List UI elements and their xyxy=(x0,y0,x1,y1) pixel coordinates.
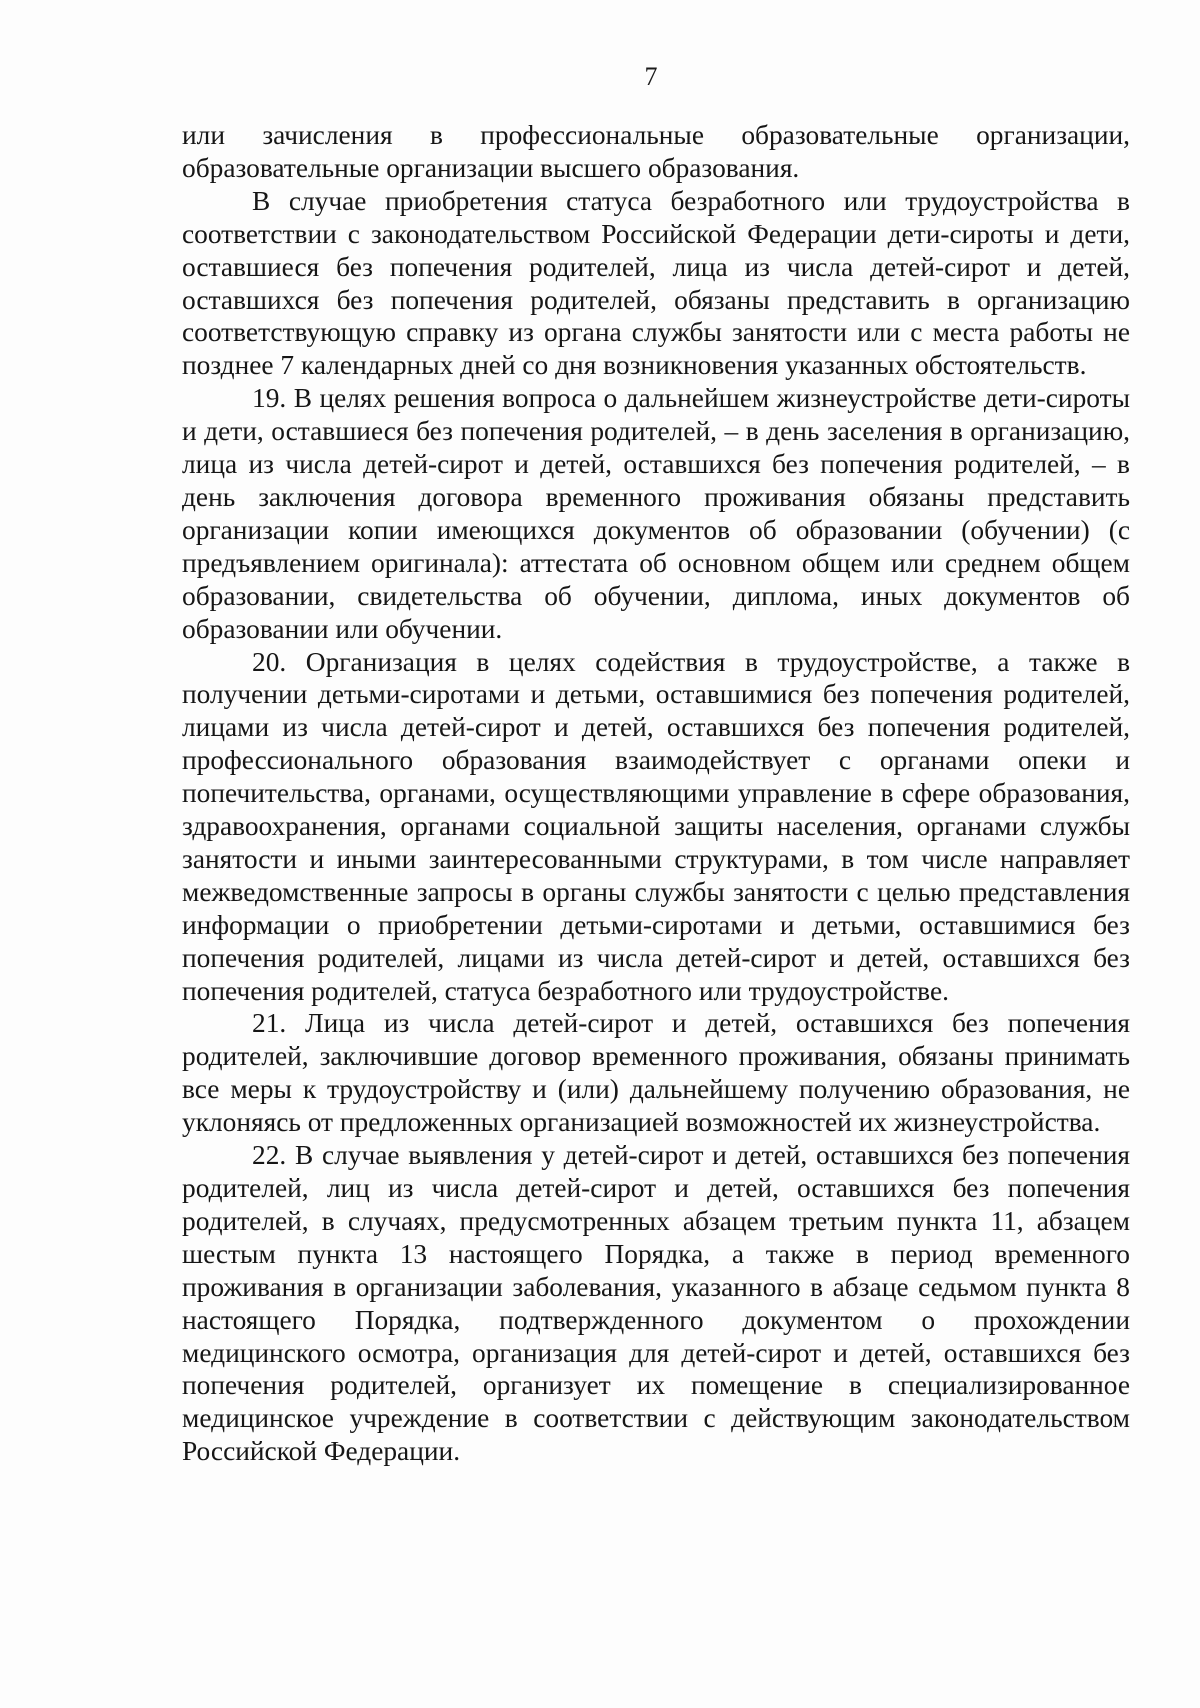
paragraph-unemployment-status: В случае приобретения статуса безработного или трудоустройства в соответствии с законодательством Российской Федерации дети-сироты и дети, оставшиеся без попечения родителей, лица из числа детей-сирот и детей, оставшихся без попечения родителей, обязаны представить в организацию соответствующую справку из органа службы занятости или с места работы не позднее 7 календарных дней со дня возникновения указанных обстоятельств. xyxy=(182,185,1130,381)
page-number: 7 xyxy=(644,62,658,91)
paragraph-item-22: 22. В случае выявления у детей-сирот и детей, оставшихся без попечения родителей, лиц из числа детей-сирот и детей, оставшихся без попечения родителей, в случаях, предусмотренных абзацем третьим пункта 11, абзацем шестым пункта 13 настоящего Порядка, а также в период временного проживания в организации заболевания, указанного в абзаце седьмом пункта 8 настоящего Порядка, подтвержденного документом о прохождении медицинского осмотра, организация для детей-сирот и детей, оставшихся без попечения родителей, организует их помещение в специализированное медицинское учреждение в соответствии с действующим законодательством Российской Федерации. xyxy=(182,1140,1130,1467)
paragraph-item-21: 21. Лица из числа детей-сирот и детей, оставшихся без попечения родителей, заключившие договор временного проживания, обязаны принимать все меры к трудоустройству и (или) дальнейшему получению образования, не уклоняясь от предложенных организацией возможностей их жизнеустройства. xyxy=(182,1008,1130,1138)
paragraph-item-19: 19. В целях решения вопроса о дальнейшем жизнеустройстве дети-сироты и дети, оставшиеся без попечения родителей, – в день заселения в организацию, лица из числа детей-сирот и детей, оставшихся без попечения родителей, – в день заключения договора временного проживания обязаны представить организации копии имеющихся документов об образовании (обучении) (с предъявлением оригинала): аттестата об основном общем или среднем общем образовании, свидетельства об обучении, диплома, иных документов об образовании или обучении. xyxy=(182,383,1130,644)
paragraph-continuation: или зачисления в профессиональные образовательные организации, образовательные организации высшего образования. xyxy=(182,120,1130,183)
paragraph-item-20: 20. Организация в целях содействия в трудоустройстве, а также в получении детьми-сиротами и детьми, оставшимися без попечения родителей, лицами из числа детей-сирот и детей, оставшихся без попечения родителей, профессионального образования взаимодействует с органами опеки и попечительства, органами, осуществляющими управление в сфере образования, здравоохранения, органами социальной защиты населения, органами службы занятости и иными заинтересованными структурами, в том числе направляет межведомственные запросы в органы службы занятости с целью представления информации о приобретении детьми-сиротами и детьми, оставшимися без попечения родителей, лицами из числа детей-сирот и детей, оставшихся без попечения родителей, статуса безработного или трудоустройстве. xyxy=(182,646,1130,1006)
document-body xyxy=(182,119,1130,1468)
